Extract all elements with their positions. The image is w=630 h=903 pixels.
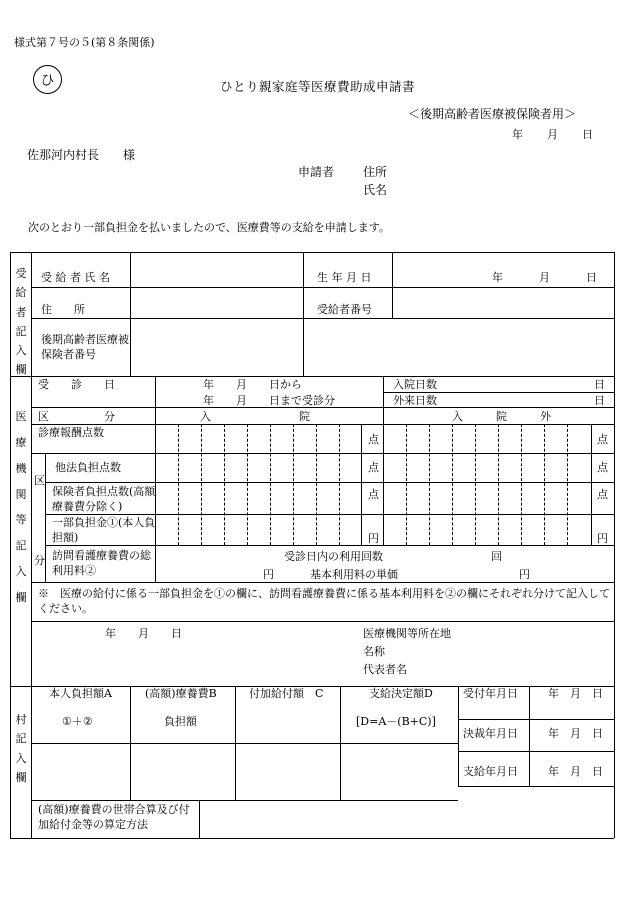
household-calc-label: (高額)療養費の世帯合算及び付加給付金等の算定方法 xyxy=(38,803,190,831)
section3-side-label: 村記入欄 xyxy=(15,713,27,784)
category-label: 区 分 xyxy=(38,410,115,423)
payment-date-ymd: 年 月 日 xyxy=(548,765,603,778)
medical-cost-b-sub: 負担額 xyxy=(164,715,197,728)
birthdate-label: 生 年 月 日 xyxy=(317,271,372,284)
signature-date: 年 月 日 xyxy=(105,627,182,640)
section2-side-label: 医療機関等記入欄 xyxy=(15,410,27,604)
representative-label: 代表者名 xyxy=(363,663,407,676)
outpatient-days-label: 外来日数 xyxy=(393,394,437,407)
home-nursing-yen: 円 xyxy=(263,568,274,581)
decision-date-ymd: 年 月 日 xyxy=(548,727,603,740)
insurer-points-unit-inpatient: 点 xyxy=(368,488,379,501)
payment-date-label: 支給年月日 xyxy=(463,765,518,778)
copayment-unit-inpatient: 円 xyxy=(368,532,379,545)
receipt-date-label: 受付年月日 xyxy=(463,687,518,700)
form-title: ひとり親家庭等医療費助成申請書 xyxy=(220,79,416,94)
recipient-line: 佐那河内村長 様 xyxy=(27,148,136,162)
birthdate-month: 月 xyxy=(539,271,550,284)
visit-date-from: 年 月 日から xyxy=(203,378,302,391)
self-pay-a-label: 本人負担額A xyxy=(49,687,112,700)
insured-number-label: 後期高齢者医療被保険者番号 xyxy=(41,333,129,361)
home-nursing-label: 訪問看護療養費の総利用料② xyxy=(52,549,151,577)
birthdate-day: 日 xyxy=(586,271,597,284)
ku-label: 区 xyxy=(34,474,45,487)
bun-label: 分 xyxy=(34,554,45,567)
medical-points-label: 診療報酬点数 xyxy=(38,426,104,439)
applicant-address-label: 住所 xyxy=(363,165,388,179)
date-day: 日 xyxy=(582,128,593,141)
other-law-points-unit-outpatient: 点 xyxy=(597,461,608,474)
section1-side-label: 受給者記入欄 xyxy=(15,267,27,377)
outpatient-days-unit: 日 xyxy=(594,394,605,407)
decision-date-label: 決裁年月日 xyxy=(463,727,518,740)
visit-date-to: 年 月 日まで受診分 xyxy=(203,394,335,407)
copayment-label: 一部負担金①(本人負担額) xyxy=(52,516,156,544)
date-year: 年 xyxy=(512,128,523,141)
applicant-label: 申請者 xyxy=(298,165,335,179)
payment-decision-d-formula: [D=A－(B+C)] xyxy=(356,715,436,728)
other-law-points-unit-inpatient: 点 xyxy=(368,461,379,474)
additional-benefit-c-label: 付加給付額 C xyxy=(249,687,324,700)
receipt-date-ymd: 年 月 日 xyxy=(548,687,603,700)
inpatient-days-unit: 日 xyxy=(594,378,605,391)
basic-fee-label: 基本利用料の単価 xyxy=(310,568,398,581)
form-number: 様式第７号の５(第８条関係) xyxy=(14,36,155,49)
insurer-points-label: 保険者負担点数(高額療養費分除く) xyxy=(52,485,156,513)
category-mark: ひ xyxy=(33,65,62,94)
basic-fee-unit: 円 xyxy=(519,568,530,581)
other-law-points-label: 他法負担点数 xyxy=(55,461,121,474)
medical-cost-b-label: (高額)療養費B xyxy=(145,687,217,700)
instruction-note: ※ 医療の給付に係る一部負担金を①の欄に、訪問看護療養費に係る基本利用料を②の欄にそれぞれ分けて記入してください。 xyxy=(38,587,610,615)
self-pay-a-formula: ①＋② xyxy=(62,715,93,728)
facility-address-label: 医療機関等所在地 xyxy=(363,627,451,640)
address-label: 住 所 xyxy=(41,303,85,316)
birthdate-year: 年 xyxy=(492,271,503,284)
visits-within-label: 受診日内の利用回数 xyxy=(284,550,383,563)
visits-unit: 回 xyxy=(491,550,502,563)
intro-text: 次のとおり一部負担金を払いましたので、医療費等の支給を申請します。 xyxy=(28,221,390,234)
date-month: 月 xyxy=(547,128,558,141)
form-subtitle: ＜後期高齢者医療被保険者用＞ xyxy=(408,107,577,121)
inpatient-days-label: 入院日数 xyxy=(393,378,437,391)
medical-points-unit-outpatient: 点 xyxy=(597,433,608,446)
payment-decision-d-label: 支給決定額D xyxy=(369,687,433,700)
visit-date-label: 受 診 日 xyxy=(38,378,115,391)
recipient-name-label: 受 給 者 氏 名 xyxy=(41,271,110,284)
recipient-number-label: 受給者番号 xyxy=(317,303,372,316)
inpatient-header: 入 院 xyxy=(200,410,310,423)
outpatient-header: 入 院 外 xyxy=(452,410,551,423)
copayment-unit-outpatient: 円 xyxy=(597,532,608,545)
medical-points-unit-inpatient: 点 xyxy=(368,433,379,446)
insurer-points-unit-outpatient: 点 xyxy=(597,488,608,501)
applicant-name-label: 氏名 xyxy=(363,183,388,197)
facility-name-label: 名称 xyxy=(363,645,385,658)
